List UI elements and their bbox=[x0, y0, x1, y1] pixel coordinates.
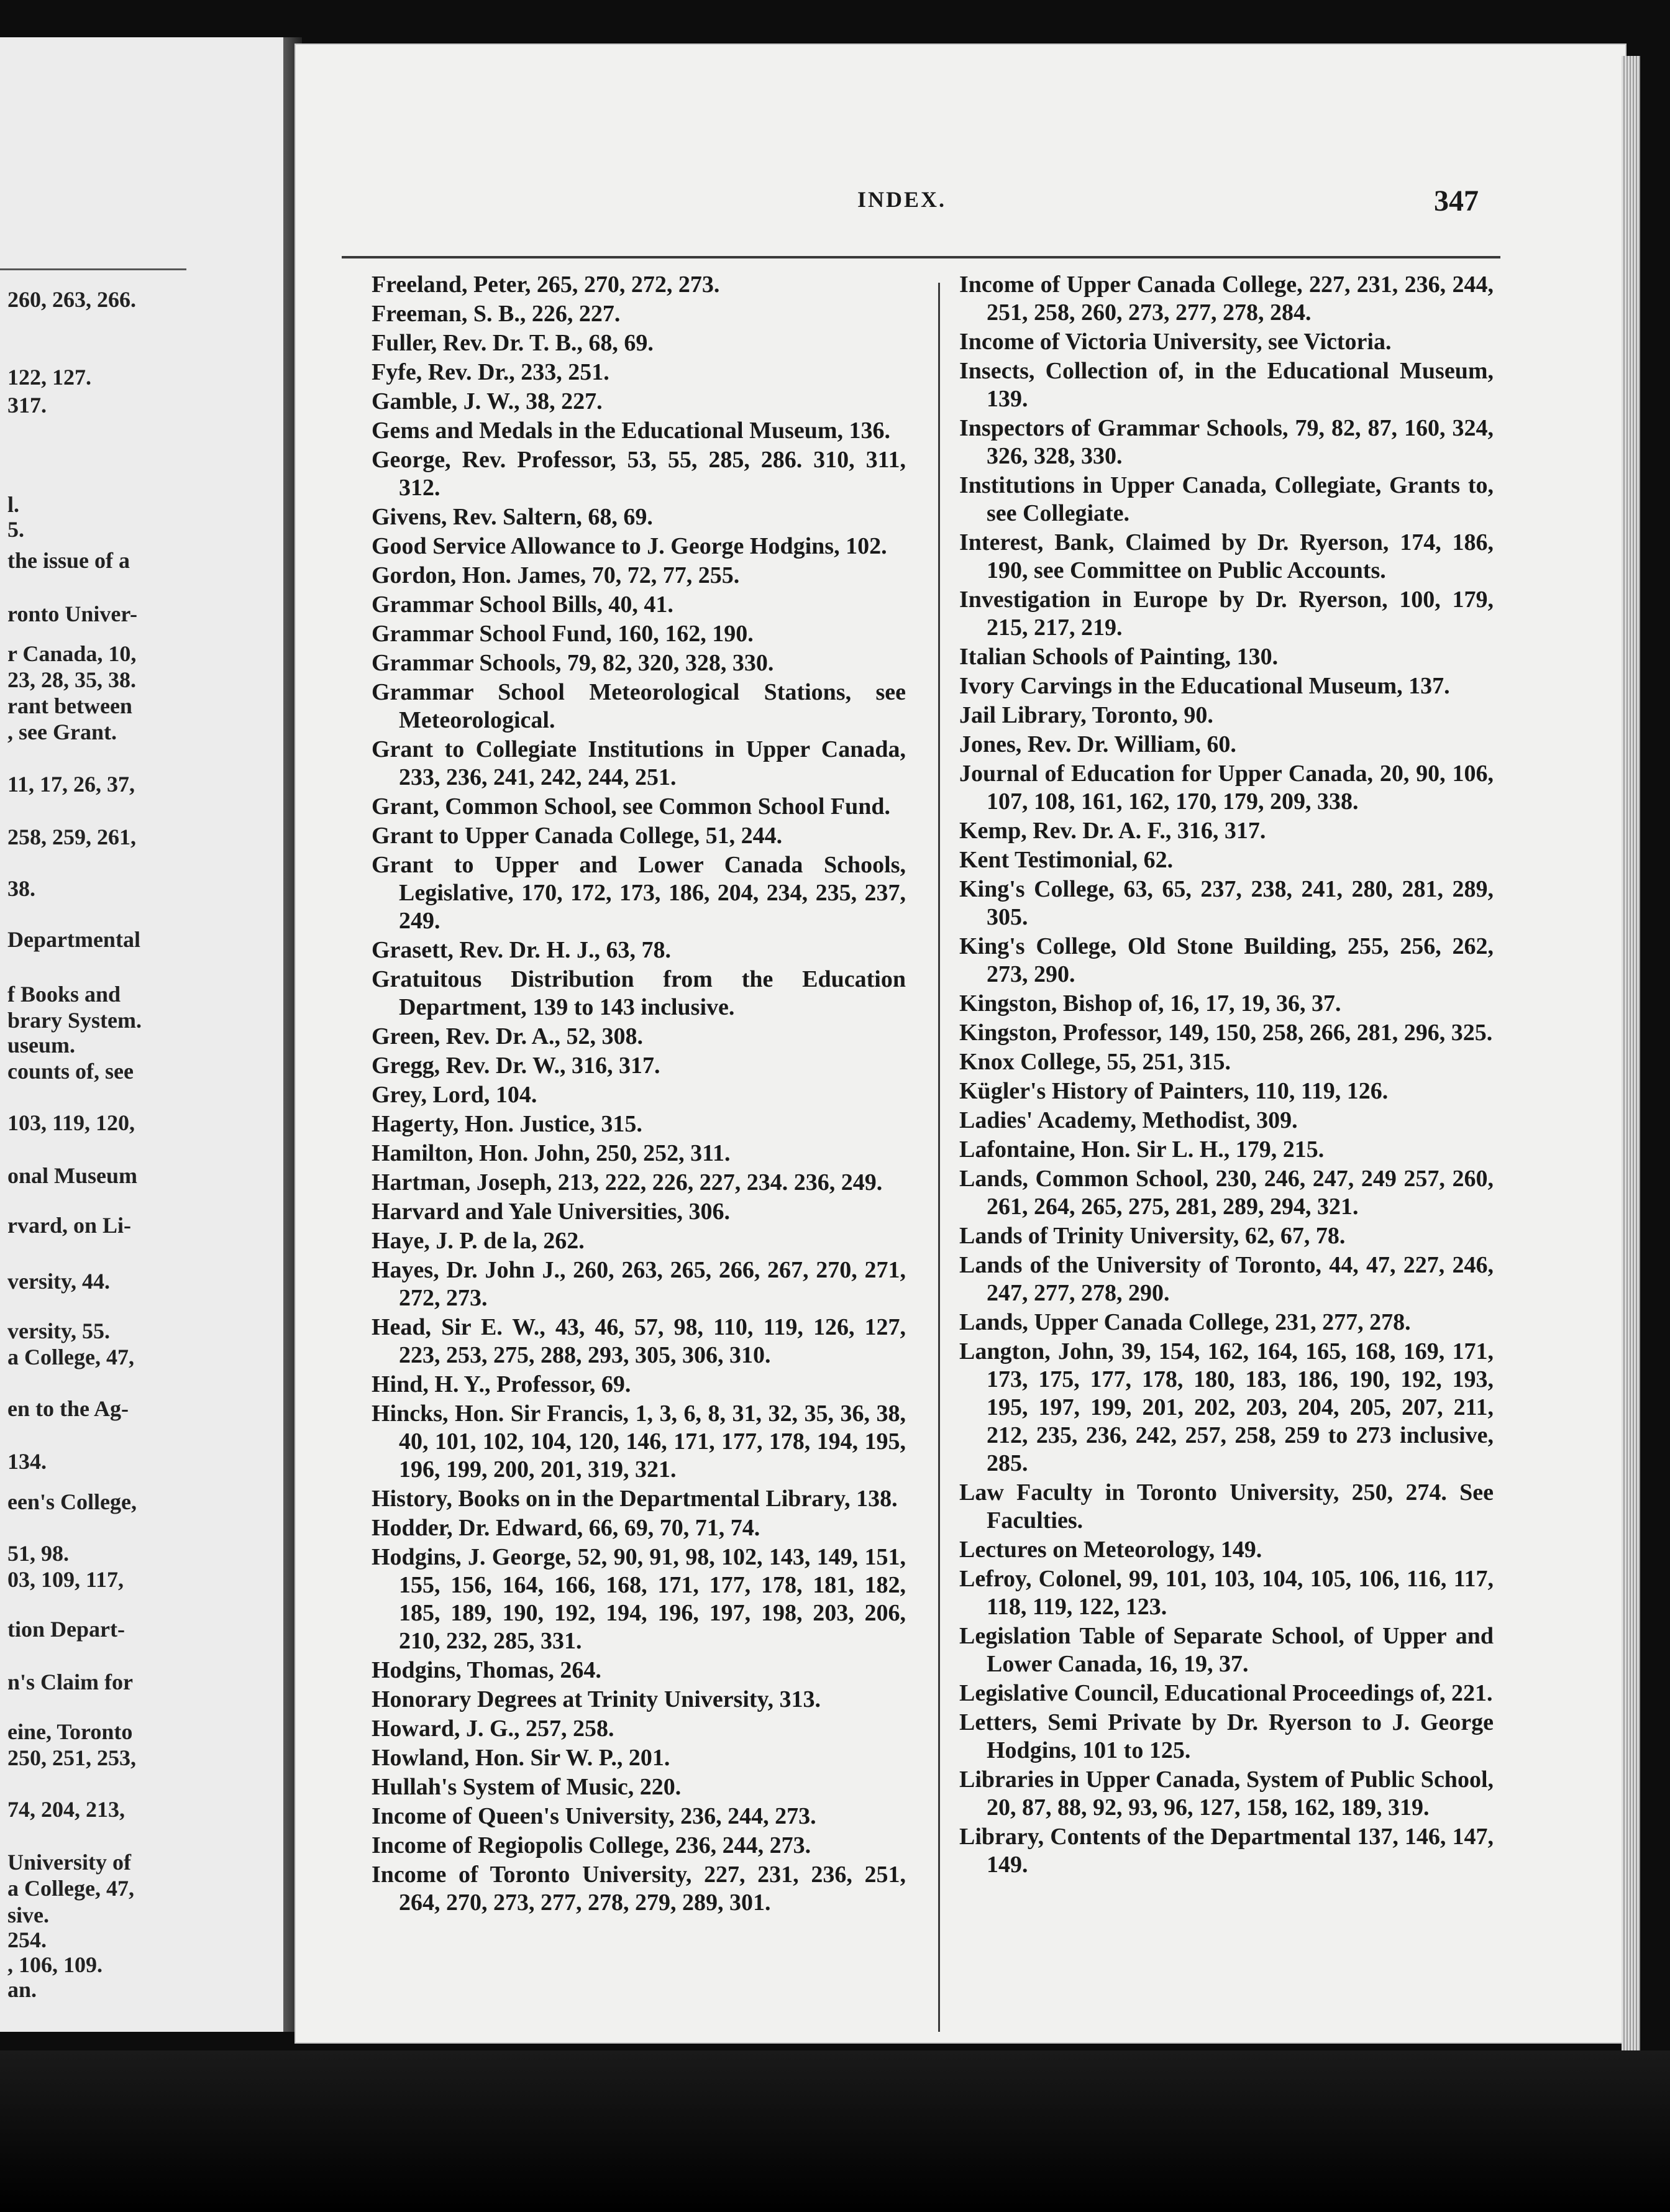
index-entry: Langton, John, 39, 154, 162, 164, 165, 168, 169, 171, 173, 175, 177, 178, 180, 183, 186, 190, 192, 193, 195, 197, 199, 201, 202, 203, 204, 205, 207, 211, 212, 235, 236, 242, 257, 258, 259 to 273 inclusive, 285. bbox=[959, 1338, 1494, 1476]
facing-page-line: eine, Toronto bbox=[7, 1719, 133, 1744]
facing-page-line: onal Museum bbox=[7, 1163, 138, 1188]
facing-page-line: brary System. bbox=[7, 1008, 142, 1033]
facing-page-line: 74, 204, 213, bbox=[7, 1797, 125, 1822]
facing-page-line: versity, 44. bbox=[7, 1269, 110, 1294]
index-entry: Gordon, Hon. James, 70, 72, 77, 255. bbox=[372, 562, 740, 588]
page-edges bbox=[1622, 56, 1640, 2057]
index-entry: Howard, J. G., 257, 258. bbox=[372, 1716, 614, 1742]
index-entry: Freeman, S. B., 226, 227. bbox=[372, 301, 621, 327]
index-entry: Grasett, Rev. Dr. H. J., 63, 78. bbox=[372, 937, 671, 963]
scan-shadow bbox=[0, 2050, 1670, 2212]
running-title: INDEX. bbox=[857, 187, 947, 212]
facing-page-line: 11, 17, 26, 37, bbox=[7, 772, 135, 797]
facing-page-line: een's College, bbox=[7, 1489, 137, 1514]
index-entry: Income of Regiopolis College, 236, 244, 273. bbox=[372, 1832, 811, 1858]
facing-page-line: University of bbox=[7, 1850, 131, 1875]
index-entry: Grant, Common School, see Common School Fund. bbox=[372, 793, 890, 820]
index-entry: Kent Testimonial, 62. bbox=[959, 847, 1174, 873]
index-entry: Hind, H. Y., Professor, 69. bbox=[372, 1371, 631, 1397]
index-entry: Inspectors of Grammar Schools, 79, 82, 87, 160, 324, 326, 328, 330. bbox=[959, 415, 1494, 469]
facing-page-line: useum. bbox=[7, 1033, 76, 1058]
index-entry: Ivory Carvings in the Educational Museum, 137. bbox=[959, 673, 1450, 699]
facing-page-line: 23, 28, 35, 38. bbox=[7, 667, 136, 692]
page-number: 347 bbox=[1434, 185, 1479, 217]
facing-page-line: 5. bbox=[7, 517, 24, 542]
facing-page-line: en to the Ag- bbox=[7, 1396, 129, 1421]
index-entry: Library, Contents of the Departmental 137, 146, 147, 149. bbox=[959, 1824, 1494, 1878]
facing-page-line: 317. bbox=[7, 393, 47, 418]
index-entry: Italian Schools of Painting, 130. bbox=[959, 644, 1279, 670]
facing-page-line: r Canada, 10, bbox=[7, 641, 137, 666]
facing-page-line: , 106, 109. bbox=[7, 1952, 103, 1977]
index-entry: Legislation Table of Separate School, of Upper and Lower Canada, 16, 19, 37. bbox=[959, 1623, 1494, 1677]
facing-page bbox=[0, 37, 294, 2032]
index-entry: Grammar Schools, 79, 82, 320, 328, 330. bbox=[372, 650, 774, 676]
index-entry: Lands, Upper Canada College, 231, 277, 278. bbox=[959, 1309, 1411, 1335]
facing-page-line: rant between bbox=[7, 693, 132, 718]
facing-page-line: counts of, see bbox=[7, 1059, 134, 1084]
index-entry: Investigation in Europe by Dr. Ryerson, 100, 179, 215, 217, 219. bbox=[959, 587, 1494, 641]
facing-page-line: sive. bbox=[7, 1903, 49, 1927]
facing-page-line: 122, 127. bbox=[7, 365, 91, 390]
facing-page-line: tion Depart- bbox=[7, 1617, 125, 1642]
index-entry: Gratuitous Distribution from the Education Department, 139 to 143 inclusive. bbox=[372, 966, 906, 1020]
index-entry: Hagerty, Hon. Justice, 315. bbox=[372, 1111, 642, 1137]
index-entry: Grammar School Fund, 160, 162, 190. bbox=[372, 621, 754, 647]
index-entry: Libraries in Upper Canada, System of Public School, 20, 87, 88, 92, 93, 96, 127, 158, 162, 189, 319. bbox=[959, 1766, 1494, 1821]
facing-page-line: 103, 119, 120, bbox=[7, 1110, 135, 1135]
index-entry: Grant to Upper Canada College, 51, 244. bbox=[372, 823, 783, 849]
index-entry: King's College, 63, 65, 237, 238, 241, 280, 281, 289, 305. bbox=[959, 876, 1494, 930]
index-entry: Kügler's History of Painters, 110, 119, 126. bbox=[959, 1078, 1389, 1104]
index-entry: Freeland, Peter, 265, 270, 272, 273. bbox=[372, 272, 720, 298]
column-rule bbox=[938, 283, 940, 2032]
facing-page-line: a College, 47, bbox=[7, 1876, 134, 1901]
index-entry: Lands of the University of Toronto, 44, 47, 227, 246, 247, 277, 278, 290. bbox=[959, 1252, 1494, 1306]
facing-page-line: , see Grant. bbox=[7, 720, 117, 744]
index-entry: Grammar School Bills, 40, 41. bbox=[372, 592, 673, 618]
facing-page-rule bbox=[0, 268, 186, 270]
index-entry: Lectures on Meteorology, 149. bbox=[959, 1537, 1262, 1563]
index-column-right bbox=[959, 271, 1494, 1880]
index-entry: Insects, Collection of, in the Educational Museum, 139. bbox=[959, 358, 1494, 412]
index-entry: Hodgins, Thomas, 264. bbox=[372, 1657, 601, 1683]
index-entry: Income of Upper Canada College, 227, 231, 236, 244, 251, 258, 260, 273, 277, 278, 284. bbox=[959, 272, 1494, 326]
header-rule bbox=[342, 256, 1500, 258]
facing-page-line: 38. bbox=[7, 876, 35, 901]
facing-page-line: 51, 98. bbox=[7, 1541, 69, 1566]
index-entry: Interest, Bank, Claimed by Dr. Ryerson, 174, 186, 190, see Committee on Public Accounts. bbox=[959, 529, 1494, 583]
index-entry: Income of Toronto University, 227, 231, 236, 251, 264, 270, 273, 277, 278, 279, 289, 301. bbox=[372, 1862, 906, 1916]
facing-page-line: l. bbox=[7, 492, 20, 517]
index-entry: Harvard and Yale Universities, 306. bbox=[372, 1199, 731, 1225]
facing-page-line: 250, 251, 253, bbox=[7, 1745, 136, 1770]
index-entry: Hamilton, Hon. John, 250, 252, 311. bbox=[372, 1140, 731, 1166]
index-entry: Income of Victoria University, see Victoria. bbox=[959, 329, 1392, 355]
index-entry: Grammar School Meteorological Stations, see Meteorological. bbox=[372, 679, 906, 733]
index-entry: Hincks, Hon. Sir Francis, 1, 3, 6, 8, 31, 32, 35, 36, 38, 40, 101, 102, 104, 120, 146, 171, 177, 178, 194, 195, 196, 199, 200, 201, 319, 321. bbox=[372, 1401, 906, 1483]
index-entry: Ladies' Academy, Methodist, 309. bbox=[959, 1107, 1298, 1133]
index-entry: Howland, Hon. Sir W. P., 201. bbox=[372, 1745, 670, 1771]
index-entry: Haye, J. P. de la, 262. bbox=[372, 1228, 585, 1254]
facing-page-line: an. bbox=[7, 1977, 37, 2002]
index-entry: Legislative Council, Educational Proceedings of, 221. bbox=[959, 1680, 1493, 1706]
index-entry: Law Faculty in Toronto University, 250, 274. See Faculties. bbox=[959, 1479, 1494, 1533]
facing-page-line: f Books and bbox=[7, 982, 121, 1007]
index-entry: History, Books on in the Departmental Library, 138. bbox=[372, 1486, 898, 1512]
index-entry: Head, Sir E. W., 43, 46, 57, 98, 110, 119, 126, 127, 223, 253, 275, 288, 293, 305, 306, 310. bbox=[372, 1314, 906, 1368]
index-entry: Lefroy, Colonel, 99, 101, 103, 104, 105, 106, 116, 117, 118, 119, 122, 123. bbox=[959, 1566, 1494, 1620]
index-entry: Good Service Allowance to J. George Hodgins, 102. bbox=[372, 533, 887, 559]
index-entry: King's College, Old Stone Building, 255, 256, 262, 273, 290. bbox=[959, 933, 1494, 987]
index-entry: Journal of Education for Upper Canada, 20, 90, 106, 107, 108, 161, 162, 170, 179, 209, 338. bbox=[959, 761, 1494, 815]
index-entry: Letters, Semi Private by Dr. Ryerson to J. George Hodgins, 101 to 125. bbox=[959, 1709, 1494, 1763]
index-entry: Lands, Common School, 230, 246, 247, 249 257, 260, 261, 264, 265, 275, 281, 289, 294, 321. bbox=[959, 1166, 1494, 1220]
facing-page-line: 134. bbox=[7, 1449, 47, 1474]
index-entry: Hartman, Joseph, 213, 222, 226, 227, 234. 236, 249. bbox=[372, 1169, 883, 1195]
index-entry: Givens, Rev. Saltern, 68, 69. bbox=[372, 504, 653, 530]
index-entry: George, Rev. Professor, 53, 55, 285, 286. 310, 311, 312. bbox=[372, 447, 906, 501]
index-entry: Gems and Medals in the Educational Museum, 136. bbox=[372, 418, 891, 444]
facing-page-line: 260, 263, 266. bbox=[7, 287, 136, 312]
facing-page-line: ronto Univer- bbox=[7, 601, 137, 626]
index-entry: Hayes, Dr. John J., 260, 263, 265, 266, 267, 270, 271, 272, 273. bbox=[372, 1257, 906, 1311]
index-entry: Lands of Trinity University, 62, 67, 78. bbox=[959, 1223, 1346, 1249]
index-entry: Hullah's System of Music, 220. bbox=[372, 1774, 682, 1800]
facing-page-line: Departmental bbox=[7, 927, 140, 952]
index-entry: Grant to Collegiate Institutions in Upper Canada, 233, 236, 241, 242, 244, 251. bbox=[372, 736, 906, 790]
index-entry: Gamble, J. W., 38, 227. bbox=[372, 388, 603, 414]
index-entry: Hodgins, J. George, 52, 90, 91, 98, 102, 143, 149, 151, 155, 156, 164, 166, 168, 171, 177, 178, 181, 182, 185, 189, 190, 192, 194, 196, 197, 198, 203, 206, 210, 232, 285, 331. bbox=[372, 1544, 906, 1654]
facing-page-line: rvard, on Li- bbox=[7, 1213, 132, 1238]
index-entry: Grant to Upper and Lower Canada Schools, Legislative, 170, 172, 173, 186, 204, 234, 235, 237, 249. bbox=[372, 852, 906, 934]
index-entry: Green, Rev. Dr. A., 52, 308. bbox=[372, 1023, 643, 1049]
index-column-left bbox=[372, 271, 906, 1918]
index-entry: Jail Library, Toronto, 90. bbox=[959, 702, 1213, 728]
index-entry: Knox College, 55, 251, 315. bbox=[959, 1049, 1231, 1075]
index-entry: Grey, Lord, 104. bbox=[372, 1082, 537, 1108]
facing-page-line: versity, 55. bbox=[7, 1319, 110, 1343]
index-entry: Hodder, Dr. Edward, 66, 69, 70, 71, 74. bbox=[372, 1515, 760, 1541]
page-header bbox=[0, 186, 1670, 224]
facing-page-line: 254. bbox=[7, 1927, 47, 1952]
index-entry: Honorary Degrees at Trinity University, 313. bbox=[372, 1686, 821, 1712]
index-entry: Jones, Rev. Dr. William, 60. bbox=[959, 731, 1236, 757]
index-entry: Income of Queen's University, 236, 244, 273. bbox=[372, 1803, 816, 1829]
facing-page-line: 258, 259, 261, bbox=[7, 825, 136, 849]
facing-page-line: a College, 47, bbox=[7, 1345, 134, 1369]
index-entry: Lafontaine, Hon. Sir L. H., 179, 215. bbox=[959, 1136, 1325, 1163]
index-entry: Kemp, Rev. Dr. A. F., 316, 317. bbox=[959, 818, 1266, 844]
facing-page-line: n's Claim for bbox=[7, 1670, 133, 1694]
index-entry: Gregg, Rev. Dr. W., 316, 317. bbox=[372, 1053, 660, 1079]
index-entry: Fuller, Rev. Dr. T. B., 68, 69. bbox=[372, 330, 654, 356]
index-entry: Kingston, Professor, 149, 150, 258, 266, 281, 296, 325. bbox=[959, 1020, 1493, 1046]
facing-page-line: 03, 109, 117, bbox=[7, 1567, 124, 1592]
index-entry: Fyfe, Rev. Dr., 233, 251. bbox=[372, 359, 609, 385]
facing-page-line: the issue of a bbox=[7, 548, 130, 573]
index-entry: Institutions in Upper Canada, Collegiate, Grants to, see Collegiate. bbox=[959, 472, 1494, 526]
index-entry: Kingston, Bishop of, 16, 17, 19, 36, 37. bbox=[959, 990, 1341, 1017]
